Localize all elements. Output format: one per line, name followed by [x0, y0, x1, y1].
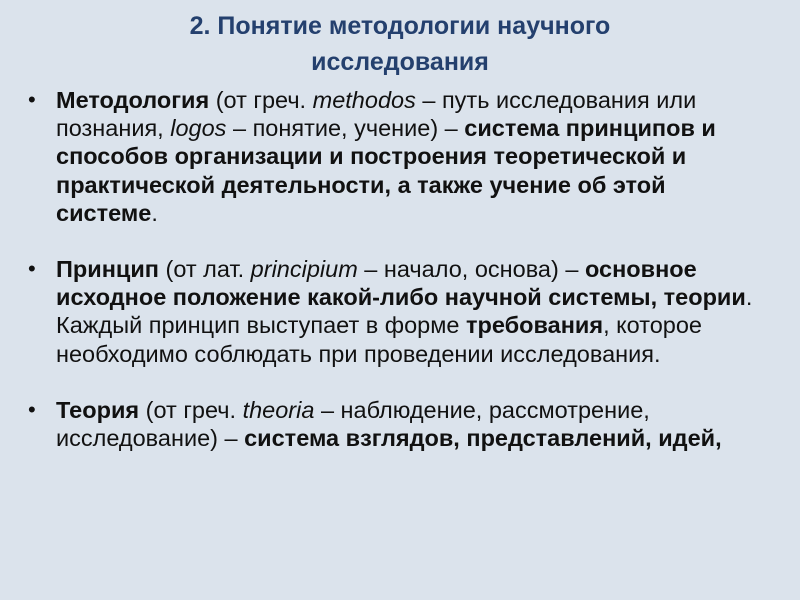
text: (от лат.	[158, 256, 251, 283]
text: – наблюдение, рассмотрение, исследование) –	[56, 396, 650, 452]
latin-word: principium	[250, 256, 358, 283]
text: – понятие, учение) –	[226, 115, 465, 142]
slide-title	[0, 8, 800, 80]
title-line-2: исследования	[311, 48, 489, 76]
bullet-dot-icon: •	[28, 256, 36, 282]
text: – путь исследования или познания,	[56, 87, 697, 142]
bullet-dot-icon: •	[28, 396, 36, 422]
bullet-theory	[28, 396, 758, 452]
text: (от греч.	[209, 87, 313, 113]
greek-word: theoria	[242, 396, 315, 423]
bullet-methodology	[28, 86, 758, 227]
text: (от греч.	[139, 396, 243, 423]
text: , которое необходимо соблюдать при проведении исследования.	[56, 312, 702, 367]
greek-word: logos	[170, 115, 227, 142]
text: . Каждый принцип выступает в форме	[56, 284, 753, 339]
greek-word: methodos	[312, 87, 416, 113]
text: – начало, основа) –	[357, 256, 585, 283]
title-line-1: 2. Понятие методологии научного	[189, 12, 611, 40]
bullet-list	[28, 86, 758, 480]
term-methodology: Методология	[56, 87, 210, 113]
term-principle: Принцип	[56, 256, 159, 283]
bullet-dot-icon: •	[28, 87, 36, 112]
emphasis: требования	[466, 312, 604, 339]
text: .	[151, 199, 158, 226]
definition: система принципов и способов организации и построения теоретической и практической деятельности, а также учение об этой системе	[56, 115, 716, 226]
term-theory: Теория	[56, 396, 140, 423]
bullet-principle	[28, 255, 758, 368]
definition: система взглядов, представлений, идей,	[244, 425, 722, 452]
definition: основное исходное положение какой-либо научной системы, теории	[56, 256, 746, 311]
